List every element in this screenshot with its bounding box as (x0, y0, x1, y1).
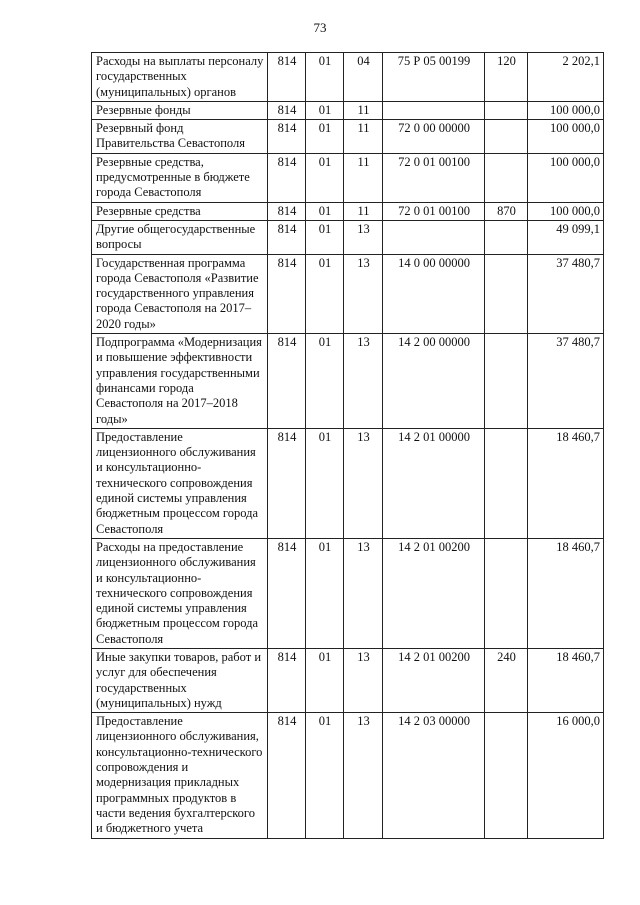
amount-cell: 100 000,0 (528, 202, 604, 220)
ministry-code-cell: 814 (268, 53, 306, 102)
subsection-code-cell: 04 (344, 53, 383, 102)
item-name-cell: Резервные средства (92, 202, 268, 220)
subsection-code-cell: 11 (344, 153, 383, 202)
expense-type-cell (485, 428, 528, 538)
subsection-code-cell: 13 (344, 254, 383, 333)
item-name-cell: Резервный фонд Правительства Севастополя (92, 120, 268, 154)
amount-cell: 18 460,7 (528, 648, 604, 712)
ministry-code-cell: 814 (268, 428, 306, 538)
section-code-cell: 01 (306, 101, 344, 119)
ministry-code-cell: 814 (268, 254, 306, 333)
subsection-code-cell: 13 (344, 334, 383, 429)
expense-type-cell (485, 120, 528, 154)
item-name-cell: Государственная программа города Севастополя «Развитие государственного управления города Севастополя на 2017–2020 годы» (92, 254, 268, 333)
ministry-code-cell: 814 (268, 334, 306, 429)
table-row (92, 220, 604, 254)
subsection-code-cell: 13 (344, 220, 383, 254)
target-article-cell: 14 2 03 00000 (383, 713, 485, 838)
table-row (92, 202, 604, 220)
section-code-cell: 01 (306, 428, 344, 538)
amount-cell: 18 460,7 (528, 538, 604, 648)
expense-type-cell (485, 220, 528, 254)
amount-cell: 18 460,7 (528, 428, 604, 538)
amount-cell: 16 000,0 (528, 713, 604, 838)
subsection-code-cell: 13 (344, 648, 383, 712)
target-article-cell: 14 2 01 00000 (383, 428, 485, 538)
ministry-code-cell: 814 (268, 120, 306, 154)
target-article-cell: 75 Р 05 00199 (383, 53, 485, 102)
subsection-code-cell: 11 (344, 202, 383, 220)
expense-type-cell: 870 (485, 202, 528, 220)
subsection-code-cell: 13 (344, 713, 383, 838)
table-row (92, 120, 604, 154)
expense-type-cell (485, 101, 528, 119)
expense-type-cell (485, 538, 528, 648)
section-code-cell: 01 (306, 648, 344, 712)
amount-cell: 2 202,1 (528, 53, 604, 102)
expense-type-cell (485, 334, 528, 429)
table-row (92, 101, 604, 119)
amount-cell: 37 480,7 (528, 254, 604, 333)
section-code-cell: 01 (306, 254, 344, 333)
item-name-cell: Предоставление лицензионного обслуживания, консультационно-технического сопровождения и модернизация прикладных программных продуктов в части ведения бухгалтерского и бюджетного учета (92, 713, 268, 838)
item-name-cell: Предоставление лицензионного обслуживания и консультационно-технического сопровождения единой системы управления бюджетным процессом города Севастополя (92, 428, 268, 538)
amount-cell: 37 480,7 (528, 334, 604, 429)
subsection-code-cell: 13 (344, 538, 383, 648)
table-row (92, 538, 604, 648)
target-article-cell: 72 0 00 00000 (383, 120, 485, 154)
expense-type-cell (485, 713, 528, 838)
ministry-code-cell: 814 (268, 220, 306, 254)
ministry-code-cell: 814 (268, 648, 306, 712)
item-name-cell: Резервные средства, предусмотренные в бюджете города Севастополя (92, 153, 268, 202)
amount-cell: 100 000,0 (528, 101, 604, 119)
section-code-cell: 01 (306, 538, 344, 648)
ministry-code-cell: 814 (268, 153, 306, 202)
table-row (92, 428, 604, 538)
target-article-cell (383, 220, 485, 254)
expense-type-cell: 240 (485, 648, 528, 712)
target-article-cell: 14 2 01 00200 (383, 538, 485, 648)
section-code-cell: 01 (306, 220, 344, 254)
expense-type-cell: 120 (485, 53, 528, 102)
expense-type-cell (485, 254, 528, 333)
page-number: 73 (313, 20, 327, 35)
item-name-cell: Расходы на выплаты персоналу государственных (муниципальных) органов (92, 53, 268, 102)
table-row (92, 254, 604, 333)
target-article-cell (383, 101, 485, 119)
subsection-code-cell: 11 (344, 120, 383, 154)
ministry-code-cell: 814 (268, 202, 306, 220)
subsection-code-cell: 11 (344, 101, 383, 119)
amount-cell: 100 000,0 (528, 153, 604, 202)
item-name-cell: Подпрограмма «Модернизация и повышение эффективности управления государственными финансами города Севастополя на 2017–2018 годы» (92, 334, 268, 429)
section-code-cell: 01 (306, 713, 344, 838)
section-code-cell: 01 (306, 120, 344, 154)
amount-cell: 100 000,0 (528, 120, 604, 154)
table-row (92, 648, 604, 712)
target-article-cell: 14 2 00 00000 (383, 334, 485, 429)
item-name-cell: Иные закупки товаров, работ и услуг для обеспечения государственных (муниципальных) нужд (92, 648, 268, 712)
section-code-cell: 01 (306, 202, 344, 220)
item-name-cell: Расходы на предоставление лицензионного обслуживания и консультационно-технического сопровождения единой системы управления бюджетным процессом города Севастополя (92, 538, 268, 648)
amount-cell: 49 099,1 (528, 220, 604, 254)
section-code-cell: 01 (306, 53, 344, 102)
target-article-cell: 14 2 01 00200 (383, 648, 485, 712)
subsection-code-cell: 13 (344, 428, 383, 538)
budget-table (91, 52, 604, 839)
table-row (92, 53, 604, 102)
table-row (92, 713, 604, 838)
table-row (92, 334, 604, 429)
table-row (92, 153, 604, 202)
ministry-code-cell: 814 (268, 713, 306, 838)
ministry-code-cell: 814 (268, 538, 306, 648)
table-body (92, 53, 604, 839)
item-name-cell: Резервные фонды (92, 101, 268, 119)
target-article-cell: 14 0 00 00000 (383, 254, 485, 333)
section-code-cell: 01 (306, 334, 344, 429)
target-article-cell: 72 0 01 00100 (383, 202, 485, 220)
item-name-cell: Другие общегосударственные вопросы (92, 220, 268, 254)
expense-type-cell (485, 153, 528, 202)
ministry-code-cell: 814 (268, 101, 306, 119)
section-code-cell: 01 (306, 153, 344, 202)
target-article-cell: 72 0 01 00100 (383, 153, 485, 202)
